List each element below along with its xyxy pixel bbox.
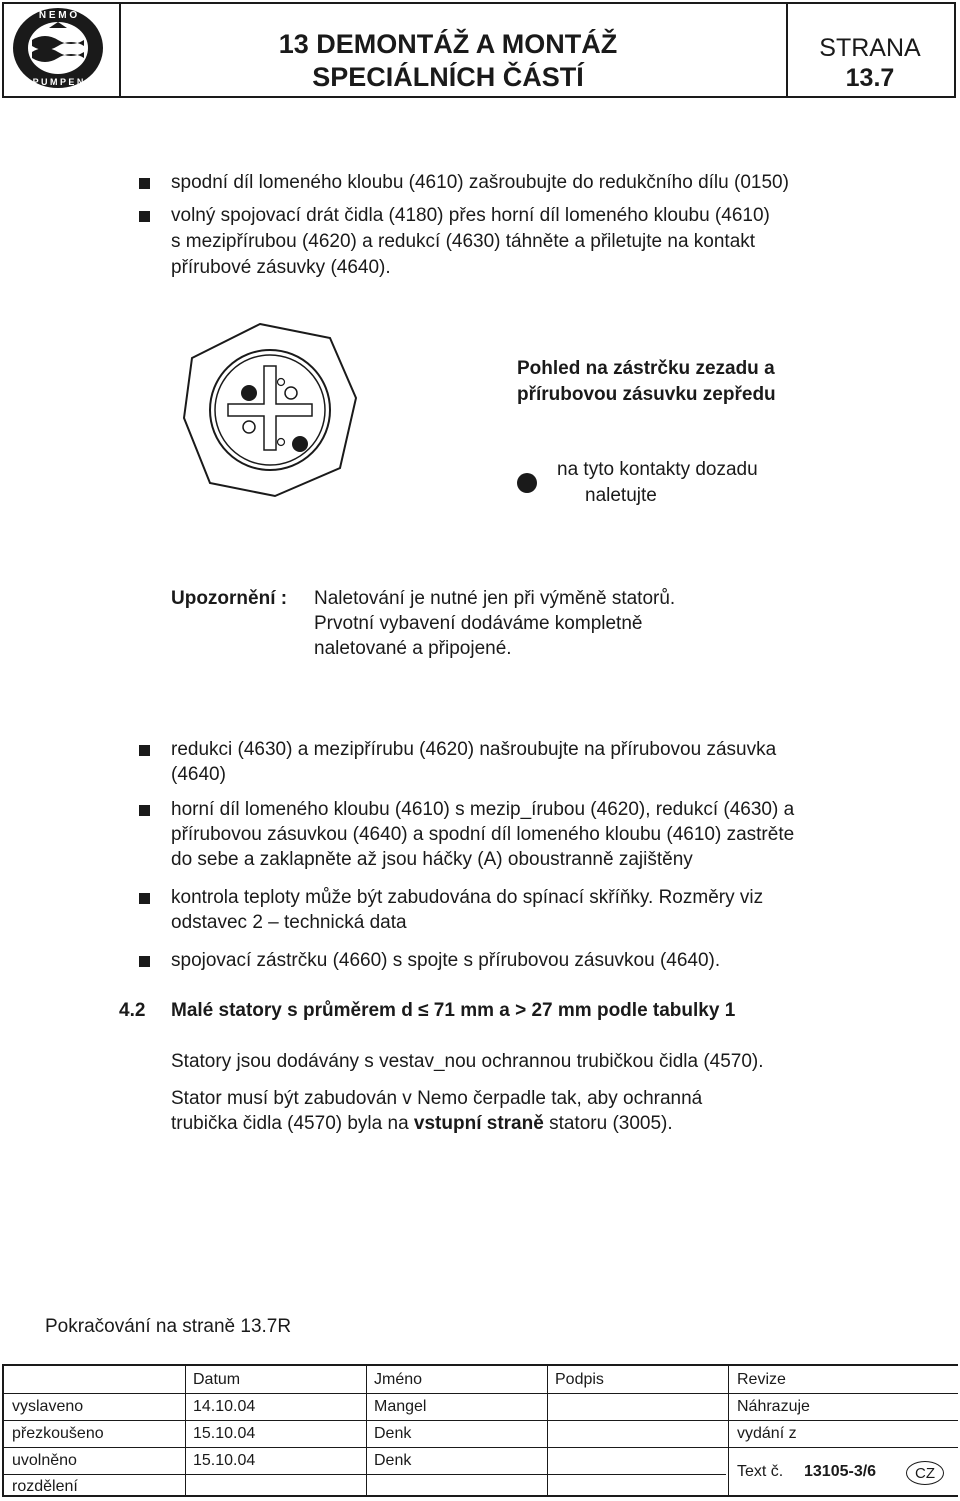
table-gridline	[728, 1366, 729, 1495]
continuation-note: Pokračování na straně 13.7R	[45, 1316, 292, 1337]
page-number-box	[786, 33, 954, 93]
table-header: Datum	[193, 1371, 241, 1388]
step-text: přírubové zásuvky (4640).	[171, 257, 391, 278]
language-badge: CZ	[906, 1461, 944, 1485]
step-text: přírubovou zásuvkou (4640) a spodní díl lomeného kloubu (4610) zastrěte	[171, 824, 795, 845]
connector-diagram	[180, 318, 360, 498]
title-line-1: 13 DEMONTÁŽ A MONTÁŽ	[278, 29, 618, 59]
table-cell-date: 15.10.04	[193, 1425, 256, 1442]
table-header: Jméno	[374, 1371, 423, 1388]
logo-text-top: N E M O	[38, 10, 78, 21]
text-number-label: Text č.	[737, 1463, 784, 1480]
table-cell-name: Mangel	[374, 1398, 427, 1415]
nemo-pumpen-logo	[10, 6, 106, 90]
table-gridline	[4, 1447, 958, 1448]
bullet-icon	[139, 805, 150, 816]
step-text: s mezipřírubou (4620) a redukcí (4630) táhněte a přiletujte na kontakt	[171, 231, 756, 252]
table-gridline	[4, 1474, 726, 1475]
table-cell-date: 14.10.04	[193, 1398, 256, 1415]
title-line-2: SPECIÁLNÍCH ČÁSTÍ	[312, 62, 584, 92]
section-number: 4.2	[119, 1000, 146, 1021]
solder-contact	[241, 385, 257, 401]
section-paragraph: Stator musí být zabudován v Nemo čerpadle tak, aby ochranná	[171, 1088, 703, 1109]
page-label: STRANA	[819, 34, 921, 62]
edition-label: vydání z	[737, 1425, 797, 1442]
step-text: spodní díl lomeného kloubu (4610) zašroubujte do redukčního dílu (0150)	[171, 172, 789, 193]
table-gridline	[366, 1366, 367, 1495]
notice-text: Prvotní vybavení dodáváme kompletně	[314, 613, 643, 634]
table-row-label: přezkoušeno	[12, 1425, 104, 1442]
legend-line-1: na tyto kontakty dozadu	[557, 459, 758, 480]
step-text: do sebe a zaklapněte až jsou háčky (A) oboustranně zajištěny	[171, 849, 693, 870]
view-caption-line-1: Pohled na zástrčku zezadu a	[517, 358, 775, 379]
section-heading: Malé statory s průměrem d ≤ 71 mm a > 27 mm podle tabulky 1	[171, 1000, 736, 1021]
table-cell-date: 15.10.04	[193, 1452, 256, 1469]
notice-text: naletované a připojené.	[314, 638, 512, 659]
step-text: (4640)	[171, 764, 226, 785]
view-caption-line-2: přírubovou zásuvku zepředu	[517, 384, 776, 405]
logo-text-bottom: P U M P E N	[32, 77, 84, 87]
table-cell-name: Denk	[374, 1425, 412, 1442]
table-header: Podpis	[555, 1371, 604, 1388]
bullet-icon	[139, 178, 150, 189]
table-gridline	[547, 1366, 548, 1495]
emphasis-text: vstupní straně	[413, 1113, 544, 1134]
notice-text: Naletování je nutné jen při výměně statorů.	[314, 588, 676, 609]
contact-dot-icon	[517, 473, 537, 493]
notice-label: Upozornění :	[171, 588, 288, 609]
legend-line-2: naletujte	[585, 485, 657, 506]
page-number: 13.7	[845, 64, 895, 92]
bullet-icon	[139, 745, 150, 756]
table-gridline	[4, 1393, 958, 1394]
table-gridline	[185, 1366, 186, 1495]
table-cell-name: Denk	[374, 1452, 412, 1469]
table-header: Revize	[737, 1371, 786, 1388]
step-text: volný spojovací drát čidla (4180) přes horní díl lomeného kloubu (4610)	[171, 205, 770, 226]
bullet-icon	[139, 893, 150, 904]
step-text: horní díl lomeného kloubu (4610) s mezip_írubou (4620), redukcí (4630) a	[171, 799, 795, 820]
step-text: kontrola teploty může být zabudována do spínací skříňky. Rozměry viz	[171, 887, 764, 908]
paragraph-text: statoru (3005).	[543, 1113, 673, 1134]
table-row-label: uvolněno	[12, 1452, 77, 1469]
step-text: redukci (4630) a mezipřírubu (4620) našroubujte na přírubovou zásuvka	[171, 739, 777, 760]
bullet-icon	[139, 956, 150, 967]
step-text: odstavec 2 – technická data	[171, 912, 407, 933]
solder-contact	[292, 436, 308, 452]
bullet-icon	[139, 211, 150, 222]
paragraph-text: trubička čidla (4570) byla na	[171, 1113, 414, 1134]
section-paragraph: Statory jsou dodávány s vestav_nou ochrannou trubičkou čidla (4570).	[171, 1051, 764, 1072]
text-number: 13105-3/6	[804, 1463, 877, 1480]
page-title	[118, 28, 778, 94]
section-paragraph	[171, 1111, 673, 1137]
table-row-label: vyslaveno	[12, 1398, 84, 1415]
replaces-label: Náhrazuje	[737, 1398, 810, 1415]
step-text: spojovací zástrčku (4660) s spojte s přírubovou zásuvkou (4640).	[171, 950, 721, 971]
table-row-label: rozdělení	[12, 1478, 78, 1495]
table-gridline	[4, 1420, 958, 1421]
